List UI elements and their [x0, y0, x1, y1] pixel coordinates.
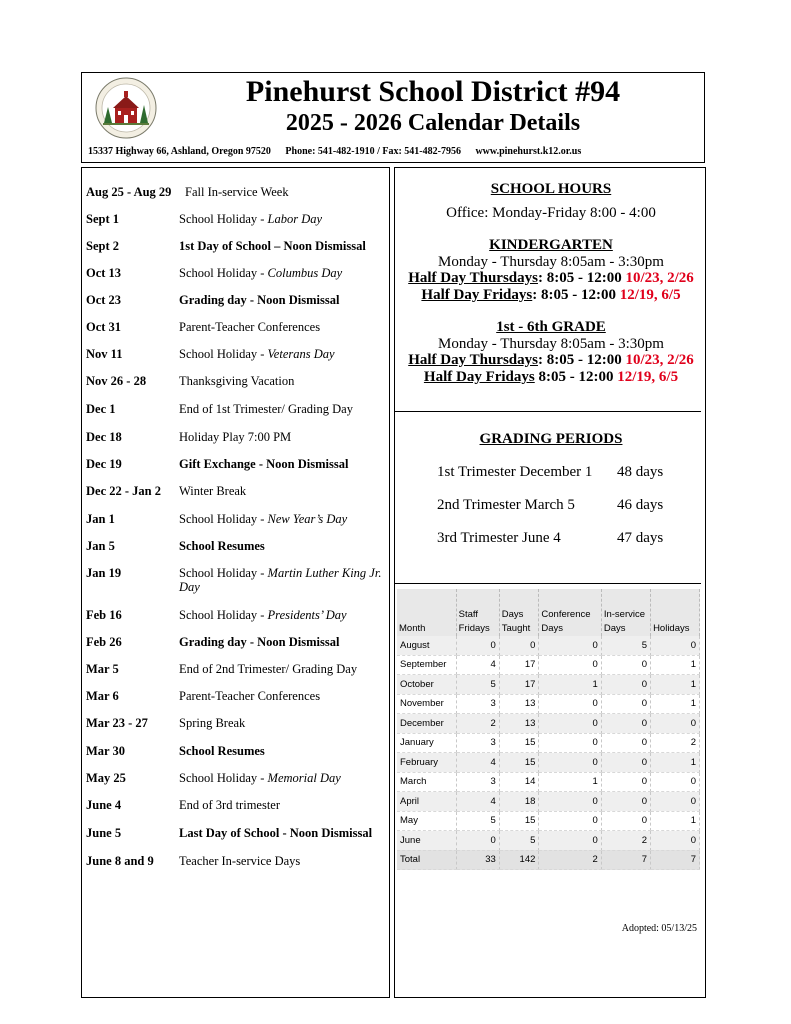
event-date: May 25	[86, 771, 126, 785]
table-header: Staff Fridays	[456, 589, 499, 636]
table-cell: 15	[499, 811, 539, 831]
event-date: Dec 22 - Jan 2	[86, 484, 161, 498]
website-link[interactable]: www.pinehurst.k12.or.us	[475, 146, 582, 157]
address: 15337 Highway 66, Ashland, Oregon 97520	[88, 146, 271, 157]
grading-period-row: 3rd Trimester June 4 47 days	[437, 530, 664, 546]
table-cell: 18	[499, 792, 539, 812]
table-cell: 4	[456, 753, 499, 773]
page-subtitle: 2025 - 2026 Calendar Details	[285, 110, 581, 136]
table-cell: 2	[539, 850, 601, 870]
event-description: Fall In-service Week	[185, 185, 289, 199]
grades-hours: Monday - Thursday 8:05am - 3:30pm	[438, 336, 664, 352]
table-header: In-service Days	[601, 589, 650, 636]
event-date: Aug 25 - Aug 29	[86, 185, 172, 199]
table-header: Holidays	[651, 589, 700, 636]
table-cell: 0	[539, 655, 601, 675]
adopted-date: Adopted: 05/13/25	[621, 923, 697, 934]
table-cell: 0	[539, 733, 601, 753]
table-cell: 3	[456, 772, 499, 792]
event-date: Dec 18	[86, 430, 122, 444]
table-cell: 1	[651, 655, 700, 675]
event-description: Teacher In-service Days	[179, 854, 301, 868]
kindergarten-half-thursdays: Half Day Thursdays: 8:05 - 12:00 10/23, 2/26	[408, 270, 694, 286]
event-description: Grading day - Noon Dismissal	[179, 635, 340, 649]
event-date: June 4	[86, 798, 122, 812]
table-cell: 5	[499, 831, 539, 851]
monthly-days-table	[397, 589, 700, 870]
table-row	[397, 714, 700, 734]
table-cell: 5	[456, 675, 499, 695]
event-date: Jan 1	[86, 512, 115, 526]
event-description: Parent-Teacher Conferences	[179, 689, 321, 703]
table-cell: 0	[601, 811, 650, 831]
event-description: End of 3rd trimester	[179, 798, 281, 812]
table-cell: 4	[456, 655, 499, 675]
table-cell: March	[397, 772, 456, 792]
table-header: Days Taught	[499, 589, 539, 636]
grading-periods-heading: GRADING PERIODS	[479, 431, 623, 447]
table-cell: 15	[499, 733, 539, 753]
event-description: Spring Break	[179, 716, 246, 730]
table-row	[397, 850, 700, 870]
table-header: Month	[397, 589, 456, 636]
table-cell: June	[397, 831, 456, 851]
school-logo-icon	[95, 77, 157, 139]
event-description: School Resumes	[179, 539, 265, 553]
kindergarten-heading: KINDERGARTEN	[489, 237, 613, 253]
table-cell: 0	[539, 714, 601, 734]
table-cell: February	[397, 753, 456, 773]
table-cell: 2	[651, 733, 700, 753]
table-cell: 1	[539, 772, 601, 792]
divider	[395, 411, 701, 412]
event-description: School Holiday - Labor Day	[179, 212, 323, 226]
table-cell: November	[397, 694, 456, 714]
divider	[395, 583, 701, 584]
table-cell: 0	[601, 772, 650, 792]
header-box	[81, 72, 705, 163]
table-row	[397, 733, 700, 753]
table-cell: September	[397, 655, 456, 675]
table-cell: December	[397, 714, 456, 734]
event-date: Nov 11	[86, 347, 123, 361]
table-row	[397, 753, 700, 773]
grading-period-row: 1st Trimester December 1 48 days	[437, 464, 664, 480]
event-date: Oct 23	[86, 293, 122, 307]
contact-line	[88, 145, 698, 159]
table-cell: 13	[499, 714, 539, 734]
event-description: School Holiday - Memorial Day	[179, 771, 341, 785]
table-row	[397, 831, 700, 851]
table-cell: 0	[651, 772, 700, 792]
event-description: School Resumes	[179, 744, 265, 758]
event-date: Nov 26 - 28	[86, 374, 147, 388]
table-cell: 33	[456, 850, 499, 870]
kindergarten-hours: Monday - Thursday 8:05am - 3:30pm	[438, 254, 664, 270]
table-cell: 0	[601, 694, 650, 714]
grading-period-row: 2nd Trimester March 5 46 days	[437, 497, 664, 513]
event-date: Mar 5	[86, 662, 119, 676]
table-cell: 3	[456, 694, 499, 714]
table-row	[397, 772, 700, 792]
table-cell: 1	[651, 811, 700, 831]
table-cell: 0	[601, 675, 650, 695]
table-cell: 17	[499, 675, 539, 695]
table-cell: 0	[651, 714, 700, 734]
event-description: End of 1st Trimester/ Grading Day	[179, 402, 353, 416]
grades-heading: 1st - 6th GRADE	[496, 319, 606, 335]
table-cell: 2	[456, 714, 499, 734]
info-panel	[394, 167, 706, 998]
table-cell: 4	[456, 792, 499, 812]
event-description: School Holiday - Martin Luther King Jr. Day	[179, 566, 382, 594]
table-cell: May	[397, 811, 456, 831]
table-cell: 7	[601, 850, 650, 870]
table-cell: August	[397, 636, 456, 655]
event-date: Feb 26	[86, 635, 122, 649]
table-cell: 0	[539, 811, 601, 831]
event-date: Sept 2	[86, 239, 119, 253]
table-cell: 3	[456, 733, 499, 753]
table-cell: 0	[601, 714, 650, 734]
event-date: Dec 1	[86, 402, 116, 416]
event-description: Winter Break	[179, 484, 247, 498]
event-date: Jan 19	[86, 566, 122, 580]
table-cell: 1	[651, 753, 700, 773]
table-cell: 17	[499, 655, 539, 675]
table-cell: 0	[539, 753, 601, 773]
table-cell: 0	[601, 655, 650, 675]
event-description: School Holiday - New Year’s Day	[179, 512, 348, 526]
phone-fax: Phone: 541-482-1910 / Fax: 541-482-7956	[285, 146, 461, 157]
event-date: Jan 5	[86, 539, 115, 553]
table-row	[397, 811, 700, 831]
table-cell: 0	[539, 792, 601, 812]
table-cell: 5	[456, 811, 499, 831]
school-hours-heading: SCHOOL HOURS	[490, 181, 612, 197]
event-date: Dec 19	[86, 457, 122, 471]
table-row	[397, 655, 700, 675]
table-cell: 0	[539, 831, 601, 851]
event-date: June 5	[86, 826, 122, 840]
event-description: Parent-Teacher Conferences	[179, 320, 321, 334]
table-cell: 14	[499, 772, 539, 792]
table-cell: April	[397, 792, 456, 812]
kindergarten-half-fridays: Half Day Fridays: 8:05 - 12:00 12/19, 6/5	[421, 287, 681, 303]
table-cell: October	[397, 675, 456, 695]
table-cell: 1	[651, 675, 700, 695]
table-cell: 0	[651, 636, 700, 655]
table-cell: 0	[499, 636, 539, 655]
table-cell: 0	[601, 733, 650, 753]
table-cell: 5	[601, 636, 650, 655]
table-row	[397, 675, 700, 695]
table-cell: 2	[601, 831, 650, 851]
table-cell: 0	[601, 792, 650, 812]
table-cell: 0	[539, 636, 601, 655]
event-date: Oct 31	[86, 320, 122, 334]
table-cell: 13	[499, 694, 539, 714]
table-header: Conference Days	[539, 589, 601, 636]
table-cell: 0	[539, 694, 601, 714]
table-cell: Total	[397, 850, 456, 870]
event-description: School Holiday - Columbus Day	[179, 266, 343, 280]
table-cell: 0	[651, 792, 700, 812]
table-row	[397, 636, 700, 655]
event-description: Gift Exchange - Noon Dismissal	[179, 457, 349, 471]
table-row	[397, 792, 700, 812]
table-cell: 7	[651, 850, 700, 870]
table-cell: 0	[651, 831, 700, 851]
event-description: School Holiday - Presidents’ Day	[179, 608, 347, 622]
event-description: Thanksgiving Vacation	[179, 374, 295, 388]
table-cell: 15	[499, 753, 539, 773]
grades-half-fridays: Half Day Fridays 8:05 - 12:00 12/19, 6/5	[423, 369, 679, 385]
event-date: June 8 and 9	[86, 854, 154, 868]
table-cell: 0	[601, 753, 650, 773]
table-cell: 1	[539, 675, 601, 695]
event-description: Grading day - Noon Dismissal	[179, 293, 340, 307]
event-description: Holiday Play 7:00 PM	[179, 430, 292, 444]
table-cell: 0	[456, 831, 499, 851]
event-date: Sept 1	[86, 212, 119, 226]
event-description: 1st Day of School – Noon Dismissal	[179, 239, 366, 253]
table-cell: 0	[456, 636, 499, 655]
page-title: Pinehurst School District #94	[245, 75, 621, 108]
table-row	[397, 694, 700, 714]
grades-half-thursdays: Half Day Thursdays: 8:05 - 12:00 10/23, 2/26	[408, 352, 694, 368]
event-description: End of 2nd Trimester/ Grading Day	[179, 662, 358, 676]
event-date: Feb 16	[86, 608, 122, 622]
event-description: School Holiday - Veterans Day	[179, 347, 335, 361]
table-cell: January	[397, 733, 456, 753]
table-cell: 142	[499, 850, 539, 870]
event-date: Mar 6	[86, 689, 119, 703]
office-hours: Office: Monday-Friday 8:00 - 4:00	[446, 205, 656, 221]
event-date: Oct 13	[86, 266, 122, 280]
event-date: Mar 23 - 27	[86, 716, 148, 730]
event-description: Last Day of School - Noon Dismissal	[179, 826, 373, 840]
events-list	[81, 167, 390, 998]
event-date: Mar 30	[86, 744, 125, 758]
table-cell: 1	[651, 694, 700, 714]
